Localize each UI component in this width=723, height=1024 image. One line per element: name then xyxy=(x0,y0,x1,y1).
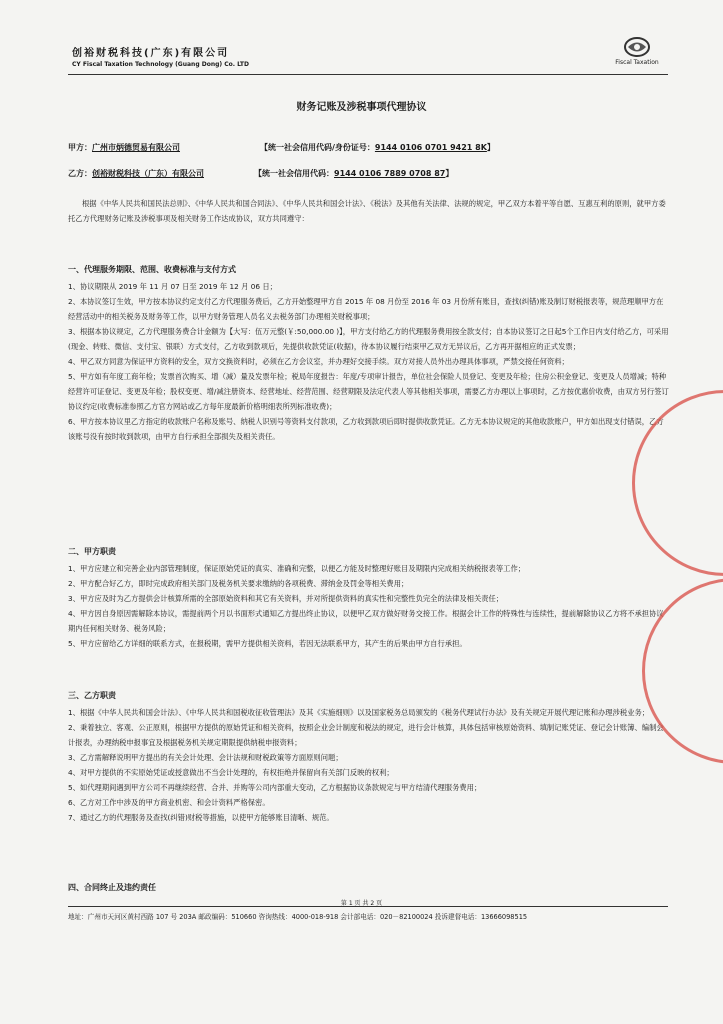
party-b-id: 9144 0106 7889 0708 87 xyxy=(334,169,446,178)
company-name-en: CY Fiscal Taxation Technology (Guang Dong) Co. LTD xyxy=(72,61,250,68)
section-2-item: 4、甲方因自身原因需解除本协议，需提前两个月以书面形式通知乙方提出终止协议，以便甲乙双方做好财务交接工作。根据会计工作的特殊性与连续性，提前解除协议乙方将不承担协议期内任何相关财务、税务风险； xyxy=(68,609,664,633)
section-2-item: 5、甲方应留给乙方详细的联系方式，在报税期，需甲方提供相关资料，若因无法联系甲方，其产生的后果由甲方自行承担。 xyxy=(68,639,467,648)
section-3-item: 3、乙方需解释说明甲方提出的有关会计处理、会计法规和财税政策等方面原则问题； xyxy=(68,753,343,762)
logo-icon xyxy=(622,36,652,58)
section-3-item: 4、对甲方提供的不实原始凭证或授意做出不当会计处理的，有权拒绝并保留向有关部门反映的权利； xyxy=(68,768,394,777)
letterhead xyxy=(72,44,672,74)
section-2-item: 1、甲方应建立和完善企业内部管理制度，保证原始凭证的真实、准确和完整，以便乙方能及时整理好账目及期限内完成相关纳税报表等工作； xyxy=(68,564,526,573)
section-1-body xyxy=(68,279,670,444)
section-2-title: 二、甲方职责 xyxy=(68,547,116,556)
section-3-title: 三、乙方职责 xyxy=(68,691,116,700)
party-a xyxy=(68,142,495,153)
party-a-id-label: 【统一社会信用代码/身份证号： xyxy=(260,143,375,152)
company-name-cn: 创裕财税科技(广东)有限公司 xyxy=(72,48,230,59)
section-4-title: 四、合同终止及违约责任 xyxy=(68,883,156,892)
party-a-label: 甲方： xyxy=(68,143,92,152)
logo-text: Fiscal Taxation xyxy=(615,59,659,66)
document-title: 财务记账及涉税事项代理协议 xyxy=(296,102,427,113)
section-1-item: 1、协议期限从 2019 年 11 月 07 日至 2019 年 12 月 06 日； xyxy=(68,282,277,291)
party-b-name: 创裕财税科技（广东）有限公司 xyxy=(92,169,204,178)
section-1-item: 5、甲方如有年度工商年检；发票首次购买、增（减）量及发票年检；税局年度报告：年度/专项审计报告，单位社会保险人员登记、变更及年检；住房公积金登记、变更及人员增减；特种经营许可证登记、变更及年检；股权变更、增/减注册资本、经营地址、经营范围、经营期限及法定代表人等其他相关事项，需要乙方办理以上事项时，乙方按优惠价收费，由双方另行签订协议约定(收费标准参照乙方官方网站或乙方每年度最新价格明细表所列标准收费)； xyxy=(68,372,669,411)
intro-paragraph: 根据《中华人民共和国民法总则》、《中华人民共和国合同法》、《中华人民共和国会计法》、《税法》及其他有关法律、法规的规定，甲乙双方本着平等自愿、互惠互利的原则，就甲方委托乙方代理财务记账及涉税事项及相关财务工作达成协议，双方共同遵守： xyxy=(68,199,666,223)
party-b-id-label: 【统一社会信用代码： xyxy=(254,169,334,178)
party-a-end: 】 xyxy=(486,143,495,152)
section-3-item: 7、通过乙方的代理服务及查找(纠错)财税等措施，以使甲方能够账目清晰、规范。 xyxy=(68,813,334,822)
section-1-item: 6、甲方按本协议里乙方指定的收款账户名称及账号、纳税人识别号等资料支付款项，乙方收到款项后即时提供收款凭证。乙方无本协议规定的其他收款账户，甲方如出现支付错误，乙方该账号没有按时收到款项，由甲方自行承担全部损失及相关责任。 xyxy=(68,417,664,441)
party-b-end: 】 xyxy=(445,169,454,178)
section-1-item: 3、根据本协议规定，乙方代理服务费合计金额为【大写：伍万元整(￥:50,000.00 )】，甲方支付给乙方的代理服务费用按全款支付；自本协议签订之日起5个工作日内支付给乙方，可采用(现金、转账、微信、支付宝、银联）方式支付，乙方收到款项后，先提供收款凭证(收据)，待本协议履行结束甲乙双方无异议后，乙方再开据相应的正式发票； xyxy=(68,327,669,351)
party-a-id: 9144 0106 0701 9421 8K xyxy=(374,143,487,152)
section-1-item: 4、甲乙双方同意为保证甲方资料的安全，双方交换资料时，必须在乙方会议室，并办理好交接手续。双方对接人员外出办理具体事项，严禁交接任何资料； xyxy=(68,357,569,366)
party-a-name: 广州市炳德贸易有限公司 xyxy=(92,143,180,152)
section-1-title: 一、代理服务期限、范围、收费标准与支付方式 xyxy=(68,265,236,274)
party-b xyxy=(68,168,453,179)
company-logo xyxy=(612,36,662,74)
section-2-item: 2、甲方配合好乙方，即时完成政府相关部门及税务机关要求缴纳的各项税费、滞纳金及罚金等相关费用； xyxy=(68,579,409,588)
section-3-body xyxy=(68,705,670,825)
section-3-item: 6、乙方对工作中涉及的甲方商业机密、和会计资料严格保密。 xyxy=(68,798,270,807)
section-3-item: 2、秉着独立、客观、公正原则，根据甲方提供的原始凭证和相关资料，按照企业会计制度和税法的规定，进行会计核算，具体包括审核原始资料、填制记账凭证、登记会计账簿、编制会计报表，办理纳税申报事宜及根据税务机关规定期限提供纳税申报资料； xyxy=(68,723,664,747)
footer-rule xyxy=(68,906,668,907)
footer-address: 地址：广州市天河区黄村西路 107 号 203A 邮政编码：510660 咨询热线：4000-018-918 会计部电话：020－82100024 投诉建督电话：13666098515 xyxy=(68,913,528,921)
section-3-item: 1、根据《中华人民共和国会计法》、《中华人民共和国税收征收管理法》及其《实施细则》以及国家税务总局颁发的《税务代理试行办法》及有关规定开展代理记账和办理涉税业务； xyxy=(68,708,650,717)
section-2-item: 3、甲方应及时为乙方提供会计核算所需的全部原始资料和其它有关资料，并对所提供资料的真实性和完整性负完全的法律及相关责任； xyxy=(68,594,504,603)
header-rule xyxy=(68,74,668,75)
section-3-item: 5、如代理期间遇到甲方公司不再继续经营、合并、并购等公司内部重大变动，乙方根据协议条款规定与甲方结清代理服务费用； xyxy=(68,783,482,792)
page-number: 第 1 页 共 2 页 xyxy=(340,900,383,907)
party-b-label: 乙方： xyxy=(68,169,92,178)
section-1-item: 2、本协议签订生效，甲方按本协议约定支付乙方代理服务费后，乙方开始整理甲方自 2015 年 08 月份至 2016 年 03 月份所有账目，查找(纠错)账及制订财税报表等，规范理顺甲方在经营活动中的相关税务及财务等工作，以甲方财务管理人员名义去税务部门办理相关财税事项； xyxy=(68,297,664,321)
section-2-body xyxy=(68,561,670,651)
